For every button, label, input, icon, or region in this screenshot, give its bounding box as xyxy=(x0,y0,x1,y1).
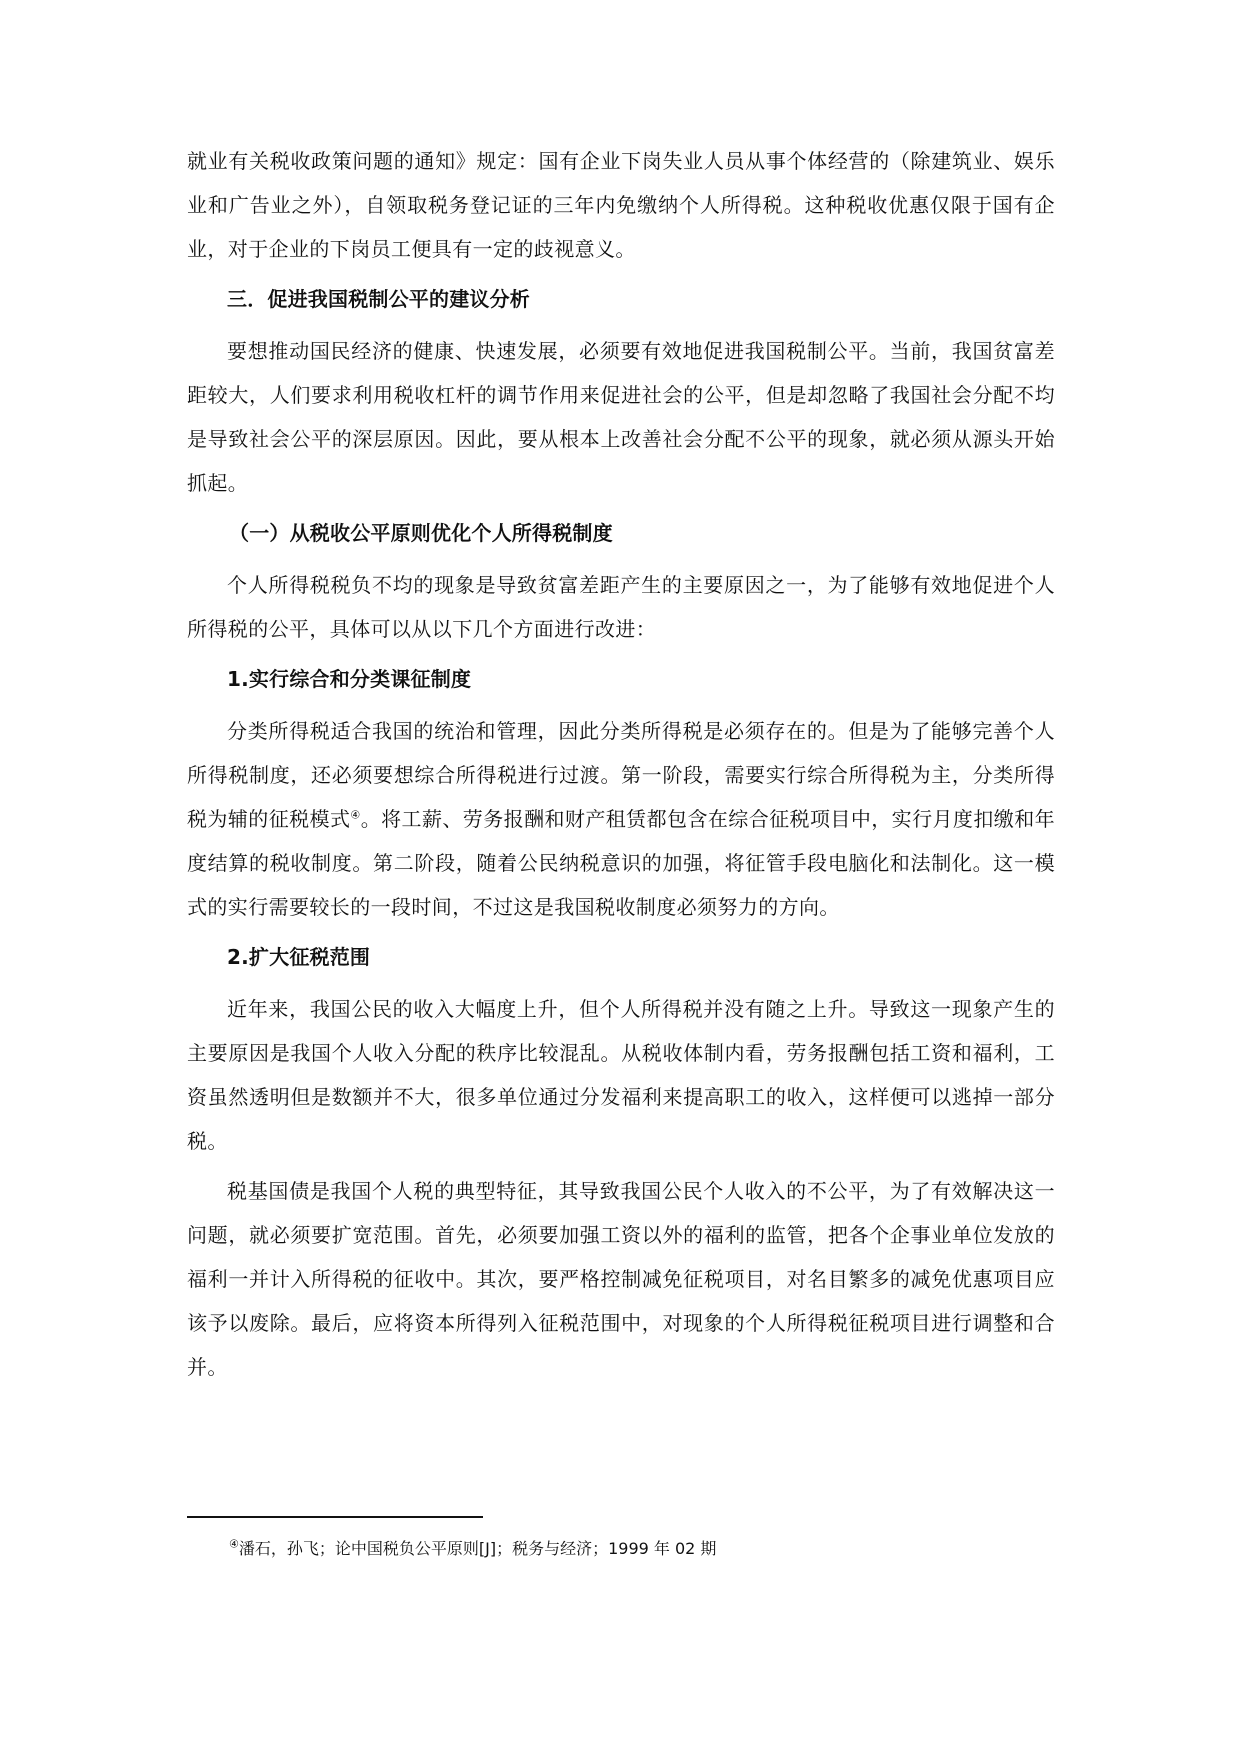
paragraph-intro: 就业有关税收政策问题的通知》规定：国有企业下岗失业人员从事个体经营的（除建筑业、娱乐业和广告业之外），自领取税务登记证的三年内免缴纳个人所得税。这种税收优惠仅限于国有企业，对于企业的下岗员工便具有一定的歧视意义。 xyxy=(187,149,1055,261)
section-heading-3: 三．促进我国税制公平的建议分析 xyxy=(227,287,530,311)
paragraph-item-1-part-a: 分类所得税适合我国的统治和管理，因此分类所得税是必须存在的。但是为了能够完善个人所得税制度，还必须要想综合所得税进行过渡。第一阶段，需要实行综合所得税为主，分类所得税为辅的征税模式 xyxy=(187,719,1055,831)
footnote xyxy=(229,1537,716,1561)
paragraph-item-2-a: 近年来，我国公民的收入大幅度上升，但个人所得税并没有随之上升。导致这一现象产生的主要原因是我国个人收入分配的秩序比较混乱。从税收体制内看，劳务报酬包括工资和福利，工资虽然透明但是数额并不大，很多单位通过分发福利来提高职工的收入，这样便可以逃掉一部分税。 xyxy=(187,997,1055,1153)
paragraph-section-3: 要想推动国民经济的健康、快速发展，必须要有效地促进我国税制公平。当前，我国贫富差距较大，人们要求利用税收杠杆的调节作用来促进社会的公平，但是却忽略了我国社会分配不均是导致社会公平的深层原因。因此，要从根本上改善社会分配不公平的现象，就必须从源头开始抓起。 xyxy=(187,339,1055,495)
item-heading-2: 2.扩大征税范围 xyxy=(227,945,371,969)
paragraph-subsection-3-1: 个人所得税税负不均的现象是导致贫富差距产生的主要原因之一，为了能够有效地促进个人所得税的公平，具体可以从以下几个方面进行改进： xyxy=(187,573,1055,641)
footnote-text: 潘石，孙飞；论中国税负公平原则[J]；税务与经济；1999 年 02 期 xyxy=(238,1539,717,1558)
paragraph-item-1 xyxy=(187,709,1055,929)
body-text xyxy=(187,139,1055,1395)
item-heading-1: 1.实行综合和分类课征制度 xyxy=(227,667,472,691)
subsection-heading-3-1: （一）从税收公平原则优化个人所得税制度 xyxy=(229,521,613,545)
footnote-separator xyxy=(187,1516,483,1518)
paragraph-item-2-b: 税基国债是我国个人税的典型特征，其导致我国公民个人收入的不公平，为了有效解决这一问题，就必须要扩宽范围。首先，必须要加强工资以外的福利的监管，把各个企事业单位发放的福利一并计入所得税的征收中。其次，要严格控制减免征税项目，对名目繁多的减免优惠项目应该予以废除。最后，应将资本所得列入征税范围中，对现象的个人所得税征税项目进行调整和合并。 xyxy=(187,1179,1055,1379)
paragraph-item-1-part-b: 。将工薪、劳务报酬和财产租赁都包含在综合征税项目中，实行月度扣缴和年度结算的税收制度。第二阶段，随着公民纳税意识的加强，将征管手段电脑化和法制化。这一模式的实行需要较长的一段时间，不过这是我国税收制度必须努力的方向。 xyxy=(187,807,1056,919)
footnote-marker: ④ xyxy=(229,1537,239,1551)
footnote-reference-marker: ④ xyxy=(350,808,361,822)
